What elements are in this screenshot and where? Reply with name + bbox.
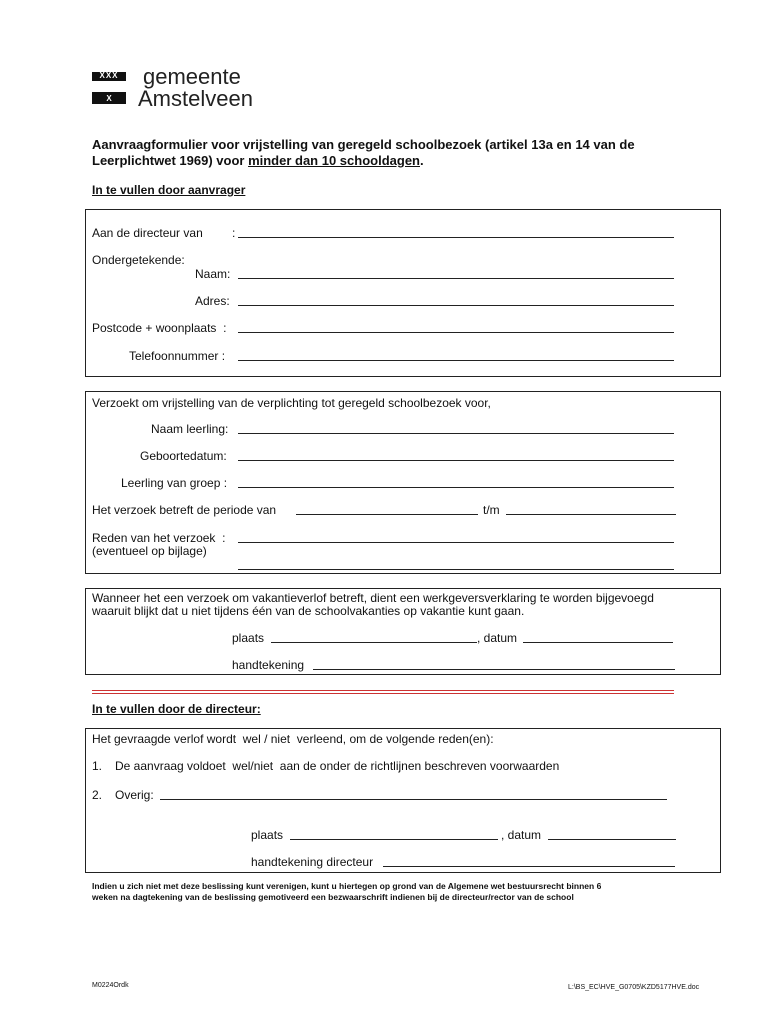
tm-label: t/m [483, 503, 500, 517]
vakantieverlof-line1: Wanneer het een verzoek om vakantieverlof betreft, dient een werkgeversverklaring te worden bijgevoegd [92, 591, 654, 605]
groep-label: Leerling van groep : [121, 476, 228, 490]
periode-end-field[interactable] [506, 514, 676, 515]
item1-number: 1. [92, 759, 103, 773]
ondergetekende-label: Ondergetekende: [92, 253, 185, 267]
postcode-field[interactable] [238, 332, 674, 333]
naam-label: Naam: [195, 267, 231, 281]
telefoon-field[interactable] [238, 360, 674, 361]
bijlage-note: (eventueel op bijlage) [92, 544, 207, 558]
director-section-heading: In te vullen door de directeur: [92, 702, 261, 716]
periode-label: Het verzoek betreft de periode van [92, 503, 277, 517]
director-handtekening-label: handtekening directeur [251, 855, 374, 869]
crest-top-crosses: XXX [92, 72, 126, 79]
adres-label: Adres: [195, 294, 230, 308]
director-datum-label: , datum [501, 828, 542, 842]
footnote-line2: weken na dagtekening van de beslissing gemotiveerd een bezwaarschrift indienen bij de directeur/rector van de school [92, 892, 574, 902]
director-handtekening-field[interactable] [383, 866, 675, 867]
adres-field[interactable] [238, 305, 674, 306]
datum-field[interactable] [523, 642, 673, 643]
telefoon-label: Telefoonnummer : [129, 349, 226, 363]
directeur-field[interactable] [238, 237, 674, 238]
periode-start-field[interactable] [296, 514, 478, 515]
handtekening-label: handtekening [232, 658, 305, 672]
naam-leerling-label: Naam leerling: [151, 422, 229, 436]
section-divider-bottom [92, 693, 674, 694]
handtekening-field[interactable] [313, 669, 675, 670]
directeur-label: Aan de directeur van [92, 226, 203, 240]
footer-file-path: L:\BS_EC\HVE_G0705\KZD5177HVE.doc [568, 984, 700, 991]
groep-field[interactable] [238, 487, 674, 488]
plaats-field[interactable] [271, 642, 477, 643]
title-suffix: . [420, 153, 424, 168]
form-title-line2 [92, 153, 424, 168]
naam-field[interactable] [238, 278, 674, 279]
director-decision-box [85, 728, 721, 873]
logo-text-gemeente: gemeente [143, 64, 241, 89]
overig-field[interactable] [160, 799, 667, 800]
applicant-section-heading: In te vullen door aanvrager [92, 183, 246, 197]
datum-label: , datum [477, 631, 518, 645]
footer-code: M0224Ordk [92, 982, 129, 989]
geboortedatum-field[interactable] [238, 460, 674, 461]
crest-middle-band [92, 81, 126, 92]
footnote-line1: Indien u zich niet met deze beslissing kunt verenigen, kunt u hiertegen op grond van de Algemene wet bestuursrecht binnen 6 [92, 881, 602, 891]
item1-text: De aanvraag voldoet wel/niet aan de onder de richtlijnen beschreven voorwaarden [115, 759, 560, 773]
crest-bottom-cross: X [92, 94, 126, 104]
decision-intro: Het gevraagde verlof wordt wel / niet verleend, om de volgende reden(en): [92, 732, 494, 746]
director-datum-field[interactable] [548, 839, 676, 840]
reden-field-2[interactable] [238, 569, 674, 570]
director-plaats-field[interactable] [290, 839, 498, 840]
form-title-line1: Aanvraagformulier voor vrijstelling van geregeld schoolbezoek (artikel 13a en 14 van de [92, 137, 635, 152]
item2-label: Overig: [115, 788, 154, 802]
directeur-colon: : [232, 226, 236, 240]
plaats-label: plaats [232, 631, 265, 645]
naam-leerling-field[interactable] [238, 433, 674, 434]
reden-field-1[interactable] [238, 542, 674, 543]
section-divider-top [92, 690, 674, 691]
title-underlined: minder dan 10 schooldagen [248, 153, 420, 168]
logo-text-amstelveen: Amstelveen [138, 86, 253, 111]
reden-label: Reden van het verzoek : [92, 531, 226, 545]
title-prefix: Leerplichtwet 1969) voor [92, 153, 249, 168]
amstelveen-crest-logo [92, 72, 126, 104]
geboortedatum-label: Geboortedatum: [140, 449, 227, 463]
vakantieverlof-line2: waaruit blijkt dat u niet tijdens één van de schoolvakanties op vakantie kunt gaan. [92, 604, 525, 618]
director-plaats-label: plaats [251, 828, 284, 842]
item2-number: 2. [92, 788, 103, 802]
request-intro: Verzoekt om vrijstelling van de verplichting tot geregeld schoolbezoek voor, [92, 396, 491, 410]
postcode-label: Postcode + woonplaats : [92, 321, 227, 335]
